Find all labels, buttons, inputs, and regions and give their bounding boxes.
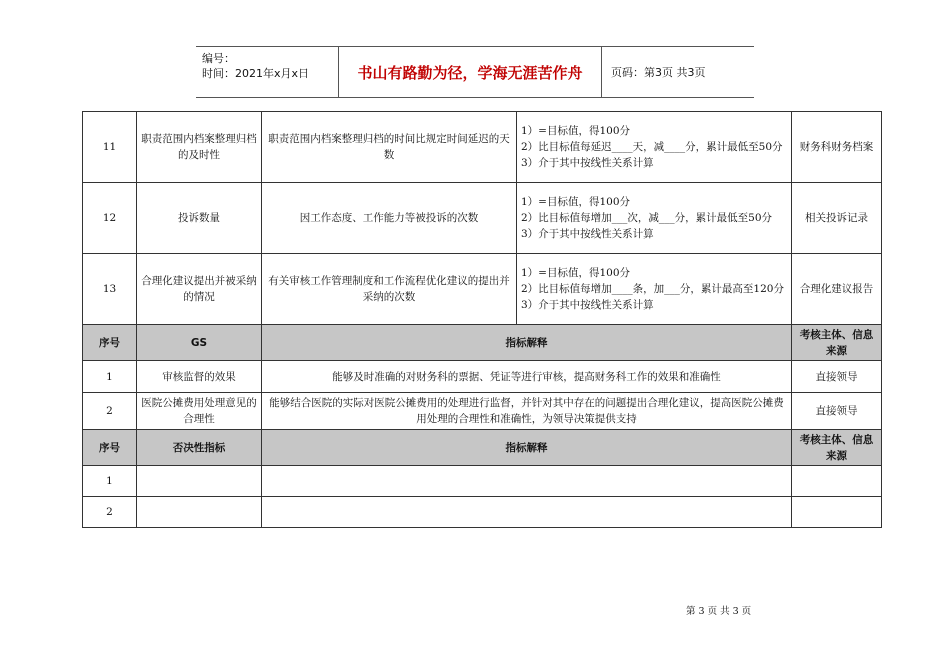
empty-cell bbox=[262, 466, 792, 497]
column-header-veto: 否决性指标 bbox=[137, 430, 262, 466]
criteria-line: 1）=目标值，得100分 bbox=[521, 125, 631, 137]
page-header bbox=[196, 46, 754, 98]
assessment-source: 财务科财务档案 bbox=[792, 112, 882, 183]
indicator-definition: 职责范围内档案整理归档的时间比规定时间延迟的天数 bbox=[262, 112, 517, 183]
table-row bbox=[83, 466, 882, 497]
scoring-criteria bbox=[517, 183, 792, 254]
table-row bbox=[83, 183, 882, 254]
column-header-number: 序号 bbox=[83, 430, 137, 466]
empty-cell bbox=[137, 497, 262, 528]
indicator-explanation: 能够结合医院的实际对医院公摊费用的处理进行监督，并针对其中存在的问题提出合理化建议，提高医院公摊费用处理的合理性和准确性，为领导决策提供支持 bbox=[262, 393, 792, 430]
assessment-source: 直接领导 bbox=[792, 393, 882, 430]
indicator-name: 医院公摊费用处理意见的合理性 bbox=[137, 393, 262, 430]
indicator-definition: 因工作态度、工作能力等被投诉的次数 bbox=[262, 183, 517, 254]
empty-cell bbox=[792, 497, 882, 528]
row-number: 2 bbox=[83, 393, 137, 430]
column-header-source: 考核主体、信息来源 bbox=[792, 325, 882, 361]
row-number: 12 bbox=[83, 183, 137, 254]
criteria-line: 2）比目标值每增加___次，减___分，累计最低至50分 bbox=[521, 212, 773, 224]
column-header-explain: 指标解释 bbox=[262, 430, 792, 466]
table-row bbox=[83, 361, 882, 393]
gs-header-row bbox=[83, 325, 882, 361]
scoring-criteria bbox=[517, 254, 792, 325]
criteria-line: 3）介于其中按线性关系计算 bbox=[521, 299, 654, 311]
criteria-line: 3）介于其中按线性关系计算 bbox=[521, 157, 654, 169]
document-number-label: 编号： bbox=[202, 52, 235, 65]
page-footer: 第 3 页 共 3 页 bbox=[686, 606, 752, 617]
kpi-table bbox=[82, 111, 882, 528]
empty-cell bbox=[137, 466, 262, 497]
indicator-definition: 有关审核工作管理制度和工作流程优化建议的提出并采纳的次数 bbox=[262, 254, 517, 325]
scoring-criteria bbox=[517, 112, 792, 183]
criteria-line: 3）介于其中按线性关系计算 bbox=[521, 228, 654, 240]
table-row bbox=[83, 112, 882, 183]
criteria-line: 1）=目标值，得100分 bbox=[521, 267, 631, 279]
column-header-gs: GS bbox=[137, 325, 262, 361]
indicator-name: 职责范围内档案整理归档的及时性 bbox=[137, 112, 262, 183]
table-row bbox=[83, 254, 882, 325]
table-row bbox=[83, 393, 882, 430]
veto-header-row bbox=[83, 430, 882, 466]
indicator-name: 合理化建议提出并被采纳的情况 bbox=[137, 254, 262, 325]
row-number: 2 bbox=[83, 497, 137, 528]
indicator-name: 审核监督的效果 bbox=[137, 361, 262, 393]
header-motto: 书山有路勤为径，学海无涯苦作舟 bbox=[339, 47, 602, 97]
row-number: 13 bbox=[83, 254, 137, 325]
criteria-line: 2）比目标值每延迟____天，减____分，累计最低至50分 bbox=[521, 141, 783, 153]
assessment-source: 直接领导 bbox=[792, 361, 882, 393]
assessment-source: 相关投诉记录 bbox=[792, 183, 882, 254]
column-header-source: 考核主体、信息来源 bbox=[792, 430, 882, 466]
header-page-label: 页码：第3页 共3页 bbox=[611, 66, 706, 79]
row-number: 1 bbox=[83, 361, 137, 393]
row-number: 1 bbox=[83, 466, 137, 497]
criteria-line: 1）=目标值，得100分 bbox=[521, 196, 631, 208]
column-header-explain: 指标解释 bbox=[262, 325, 792, 361]
row-number: 11 bbox=[83, 112, 137, 183]
indicator-explanation: 能够及时准确的对财务科的票据、凭证等进行审核，提高财务科工作的效果和准确性 bbox=[262, 361, 792, 393]
column-header-number: 序号 bbox=[83, 325, 137, 361]
document-date-label: 时间：2021年x月x日 bbox=[202, 67, 310, 80]
indicator-name: 投诉数量 bbox=[137, 183, 262, 254]
assessment-source: 合理化建议报告 bbox=[792, 254, 882, 325]
empty-cell bbox=[262, 497, 792, 528]
empty-cell bbox=[792, 466, 882, 497]
table-row bbox=[83, 497, 882, 528]
criteria-line: 2）比目标值每增加____条，加___分，累计最高至120分 bbox=[521, 283, 784, 295]
header-meta bbox=[196, 47, 339, 97]
